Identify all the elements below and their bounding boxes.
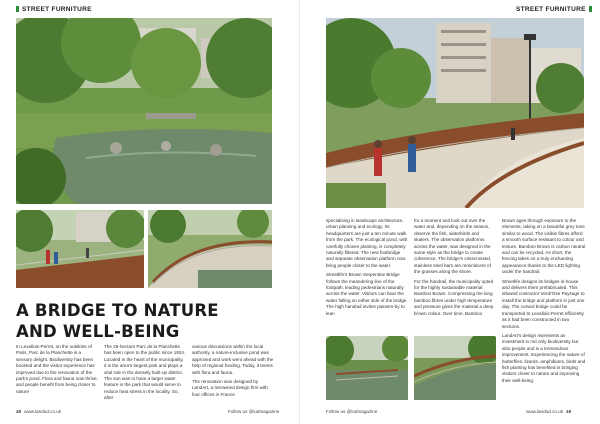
curved-bridge-photo xyxy=(148,210,272,288)
left-footer: 48 www.landud.co.uk xyxy=(16,409,62,414)
section-label: STREET FURNITURE xyxy=(16,6,92,13)
right-footer-social: Follow us @ludmagazine xyxy=(326,409,378,414)
bridge-walkers-photo xyxy=(16,210,144,288)
body-column-4: for a moment and look out over the water and, depending on the season, observe the fish, waterbirds and skaters. The observation platforms across the water, was designed in the same style as the bridge to create coherence. The bridge's crisscrossed, stainless steel bars are reminiscent of the grasses along the shore. For the handrail, the municipality opted for the highly sustainable material Bamboo Brown. Compressing the long bamboo fibres under high temperature and pressure gives the material a deep brown colour. Over time, Bamboo xyxy=(414,218,494,316)
right-page xyxy=(300,0,600,424)
section-accent-bar xyxy=(16,6,19,12)
headline: A BRIDGE TO NATURE AND WELL-BEING xyxy=(16,301,219,341)
section-accent-bar xyxy=(589,6,592,12)
bridge-railing-photo xyxy=(414,336,496,400)
pond-photo xyxy=(16,18,272,204)
body-column-1: The 25-hectare Parc de la Planchette has been open to the public since 1924. Located in the heart of the municipality, it is the area's largest park and plays a vital role in the densely built-up district. The sun was to have a larger water feature in the park that would serve to reduce heat stress in the locality. So, after xyxy=(104,344,186,401)
body-column-3: specialising in landscape architecture, urban planning and ecology. Its headquarters are just a ten minute walk from the park. The ecological pond, with carefully chosen planting, is completely naturally filtered. The new footbridge and separate observation platform now bring people closer to the water. Streetlife's Brown Serpentine Bridge follows the meandering line of the footpath, leading pedestrians naturally across the water. Visitors can hear the water falling on either side of the bridge. The high handrail invites passers-by to lean xyxy=(326,218,408,316)
pond-platform-photo xyxy=(326,336,408,400)
intro-column: In Levallois-Perret, on the outskirts of Paris, Parc de la Planchette is a sensory delight. Biodiversity has been boosted and the visitor experience has improved due to the renovation of the park's pond. Flora and fauna now thrive, and people benefit from being closer to nature xyxy=(16,344,98,394)
serpentine-bridge-photo xyxy=(326,18,584,208)
body-column-5: Brown ages through exposure to the elements, taking on a beautiful grey tone similar to wood. The visible fibres afford a smooth surface resistant to colour and texture. Bamboo Brown is carbon neutral and can be recycled. As short, the fencing takes on a truly enchanting appearance thanks to the LED lighting under the handrail. Streetlife designs its bridges in-house and delivers them prefabricated. This allowed contractor Verdi'Ose Paysage to install the bridge and platform in just one day. The curved bridge could be transported to Levallois-Perret efficiently as it had been constructed in two sections. LandArt's design represents an investment in not only biodiversity but also people and is a tremendous improvement. Experiencing the nature of butterflies, lizards, amphibians, birds and fish planting has benefited in bringing visitors closer to nature and improving their well-being. xyxy=(502,218,586,383)
section-label: STREET FURNITURE xyxy=(516,6,592,13)
right-footer: www.landud.co.uk 49 xyxy=(526,409,572,414)
left-footer-social: Follow us @ludmagazine xyxy=(228,409,280,414)
body-column-2: various discussions within the local authority, a nature-inclusive pond was approved and work went ahead with the help of regional funding. Today, it teems with flora and fauna. The renovation was designed by LandArt, a renowned design firm with four offices in France xyxy=(192,344,274,397)
